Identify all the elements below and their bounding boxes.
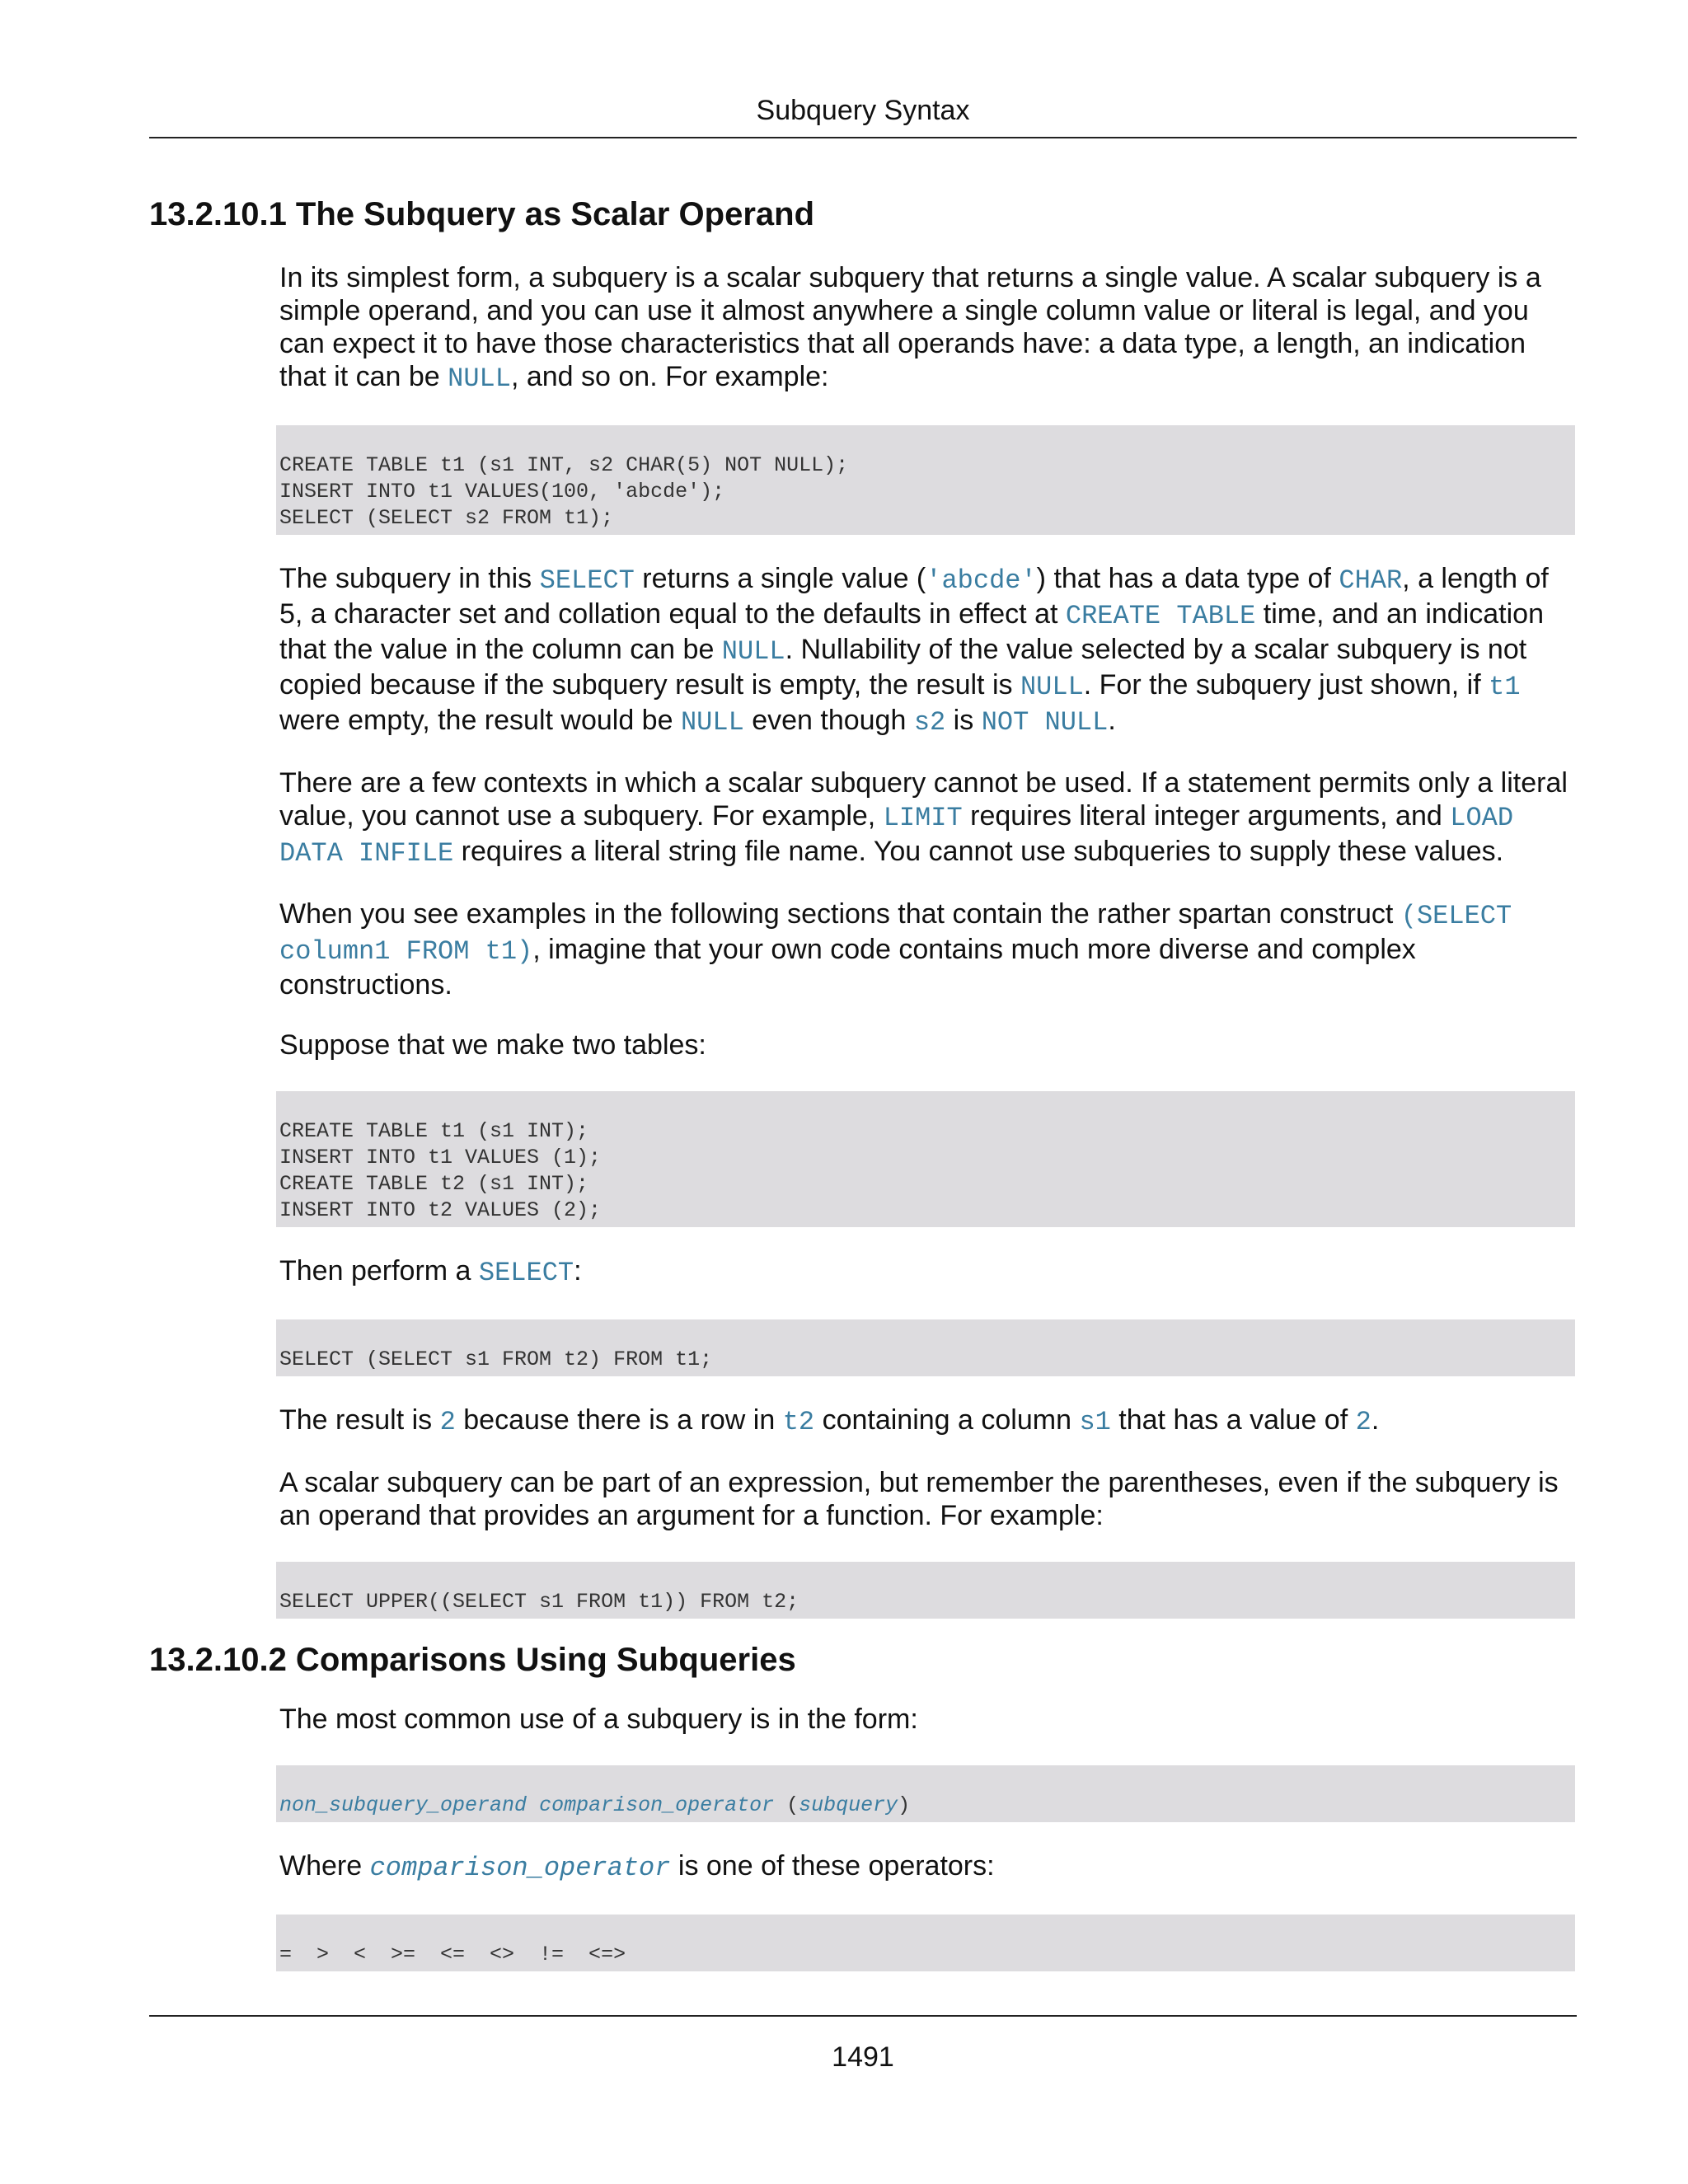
paragraph: The subquery in this SELECT returns a single value ('abcde') that has a data type of CHAR, a length of 5, a character set and collation equal to the defaults in effect at CREATE TABLE time, and an indication that the value in the column can be NULL. Nullability of the value selected by a scalar subquery is not copied because if the subquery result is empty, the result is NULL. For the subquery just shown, if t1 were empty, the result would be NULL even though s2 is NOT NULL.: [279, 563, 1549, 738]
running-header: Subquery Syntax: [756, 95, 970, 126]
code-example: SELECT (SELECT s1 FROM t2) FROM t1;: [276, 1319, 1575, 1376]
paragraph: In its simplest form, a subquery is a scalar subquery that returns a single value. A scalar subquery is a simple operand, and you can use it almost anywhere a single column value or literal is legal, and you can expect it to have those characteristics that all operands have: a data type, a length, an indication that it can be NULL, and so on. For example:: [279, 262, 1541, 394]
inline-code[interactable]: comparison_operator: [369, 1853, 671, 1883]
page-content: [149, 194, 1577, 1971]
code-var[interactable]: subquery: [799, 1793, 898, 1817]
paragraph: Where comparison_operator is one of these operators:: [279, 1850, 995, 1883]
inline-code: (SELECT column1 FROM t1): [279, 901, 1512, 967]
inline-code: 2: [1355, 1407, 1372, 1437]
paragraph: The most common use of a subquery is in the form:: [279, 1704, 918, 1735]
inline-code[interactable]: SELECT: [539, 565, 635, 596]
section-body-scalar-operand: [279, 234, 1573, 1619]
inline-code[interactable]: SELECT: [478, 1258, 574, 1288]
code-example: non_subquery_operand comparison_operator (subquery): [276, 1765, 1575, 1822]
section-body-comparisons: [279, 1680, 1573, 1971]
paragraph: When you see examples in the following sections that contain the rather spartan construct (SELECT column1 FROM t1), imagine that your own code contains much more diverse and complex constructions.: [279, 898, 1512, 1001]
inline-code[interactable]: NULL: [448, 363, 511, 394]
code-var[interactable]: non_subquery_operand: [279, 1793, 528, 1817]
code-example: = > < >= <= <> != <=>: [276, 1915, 1575, 1971]
inline-code[interactable]: CHAR: [1339, 565, 1403, 596]
code-example: CREATE TABLE t1 (s1 INT, s2 CHAR(5) NOT NULL); INSERT INTO t1 VALUES(100, 'abcde'); SELECT (SELECT s2 FROM t1);: [276, 425, 1575, 535]
inline-code: 'abcde': [926, 565, 1037, 596]
inline-code[interactable]: CREATE TABLE: [1065, 601, 1256, 631]
paragraph: There are a few contexts in which a scalar subquery cannot be used. If a statement permits only a literal value, you cannot use a subquery. For example, LIMIT requires literal integer arguments, and LOAD DATA INFILE requires a literal string file name. You cannot use subqueries to supply these values.: [279, 767, 1568, 869]
code-example: SELECT UPPER((SELECT s1 FROM t1)) FROM t2;: [276, 1562, 1575, 1619]
section-title-scalar-operand: 13.2.10.1 The Subquery as Scalar Operand: [149, 196, 815, 232]
header-rule: [149, 137, 1577, 138]
paragraph: Then perform a SELECT:: [279, 1255, 582, 1288]
paragraph: The result is 2 because there is a row in t2 containing a column s1 that has a value of 2.: [279, 1404, 1380, 1437]
inline-code[interactable]: NOT NULL: [981, 707, 1109, 738]
section-title-comparisons: 13.2.10.2 Comparisons Using Subqueries: [149, 1642, 796, 1678]
paragraph: Suppose that we make two tables:: [279, 1029, 706, 1061]
inline-code[interactable]: NULL: [1020, 672, 1084, 702]
inline-code: 2: [439, 1407, 456, 1437]
inline-code: s2: [913, 707, 946, 738]
code-example: CREATE TABLE t1 (s1 INT); INSERT INTO t1 VALUES (1); CREATE TABLE t2 (s1 INT); INSERT INTO t2 VALUES (2);: [276, 1091, 1575, 1227]
inline-code: t2: [782, 1407, 815, 1437]
inline-code: s1: [1079, 1407, 1111, 1437]
inline-code[interactable]: LOAD DATA INFILE: [279, 803, 1514, 869]
code-var[interactable]: comparison_operator: [539, 1793, 775, 1817]
footer-rule: [149, 2015, 1577, 2017]
page-number: 1491: [832, 2041, 894, 2073]
inline-code[interactable]: LIMIT: [883, 803, 963, 833]
inline-code: t1: [1489, 672, 1521, 702]
inline-code[interactable]: NULL: [680, 707, 744, 738]
paragraph: A scalar subquery can be part of an expression, but remember the parentheses, even if the subquery is an operand that provides an argument for a function. For example:: [279, 1467, 1559, 1531]
inline-code[interactable]: NULL: [721, 636, 785, 667]
